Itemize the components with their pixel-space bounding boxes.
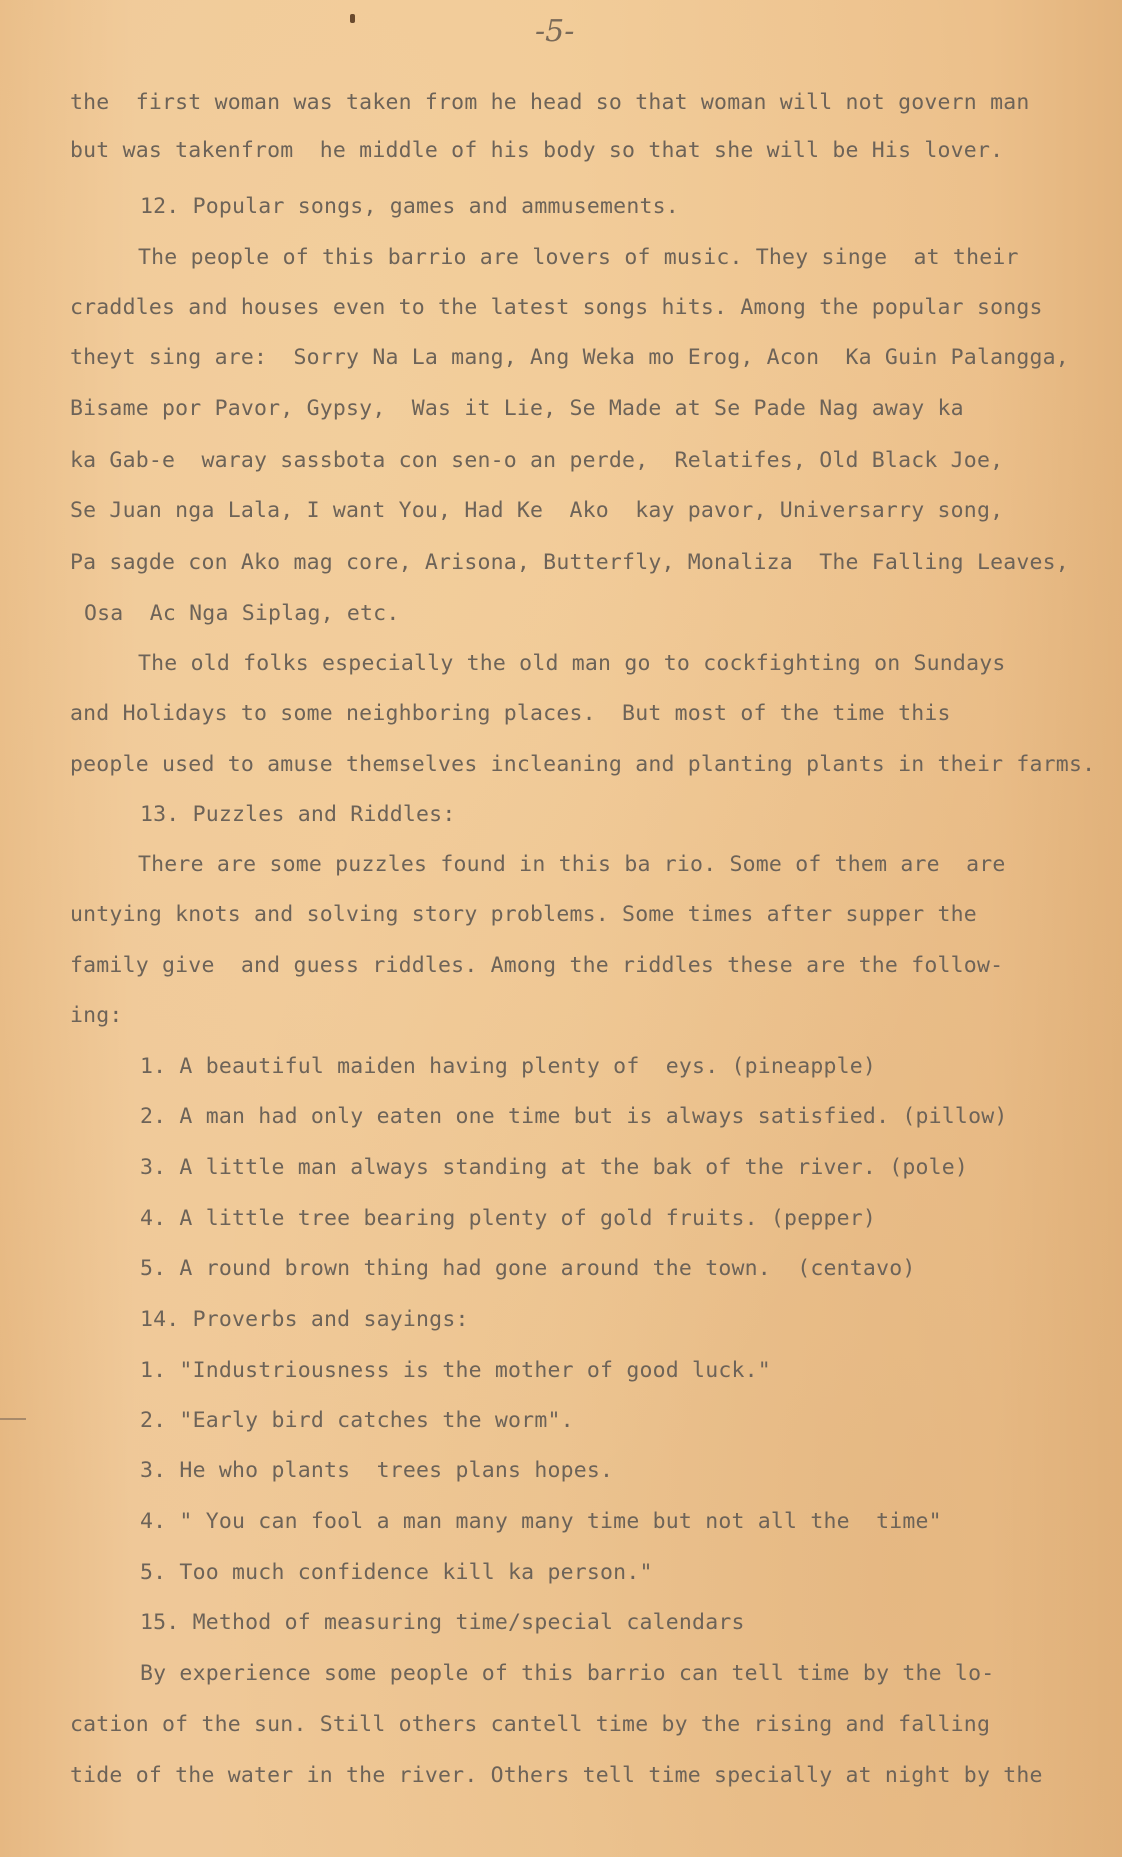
proverb-item: 3. He who plants trees plans hopes. — [140, 1458, 614, 1483]
riddle-item: 5. A round brown thing had gone around the town. (centavo) — [140, 1256, 916, 1281]
text-line: The people of this barrio are lovers of music. They singe at their — [138, 245, 1019, 270]
text-line: The old folks especially the old man go to cockfighting on Sundays — [138, 651, 1006, 676]
section-heading-proverbs: 14. Proverbs and sayings: — [140, 1307, 469, 1332]
proverb-item: 4. " You can fool a man many many time but not all the time" — [140, 1509, 942, 1534]
text-line: ing: — [70, 1003, 123, 1028]
text-line: craddles and houses even to the latest songs hits. Among the popular songs — [70, 295, 1043, 320]
text-line: Osa Ac Nga Siplag, etc. — [84, 601, 400, 626]
text-line: Bisame por Pavor, Gypsy, Was it Lie, Se Made at Se Pade Nag away ka — [70, 396, 964, 421]
text-line: theyt sing are: Sorry Na La mang, Ang Weka mo Erog, Acon Ka Guin Palangga, — [70, 345, 1069, 370]
text-line: people used to amuse themselves incleaning and planting plants in their farms. — [70, 752, 1096, 777]
section-heading-songs: 12. Popular songs, games and ammusements. — [140, 194, 679, 219]
text-line: There are some puzzles found in this ba rio. Some of them are are — [138, 852, 1006, 877]
text-line: but was takenfrom he middle of his body so that she will be His lover. — [70, 138, 1004, 163]
page-number: -5- — [535, 14, 575, 49]
proverb-item: 1. "Industriousness is the mother of good luck." — [140, 1358, 771, 1383]
section-heading-time: 15. Method of measuring time/special calendars — [140, 1610, 745, 1635]
riddle-item: 2. A man had only eaten one time but is always satisfied. (pillow) — [140, 1104, 1008, 1129]
text-line: By experience some people of this barrio can tell time by the lo- — [140, 1661, 995, 1686]
ink-speck — [350, 14, 355, 23]
text-line: tide of the water in the river. Others tell time specially at night by the — [70, 1763, 1043, 1788]
proverb-item: 2. "Early bird catches the worm". — [140, 1408, 574, 1433]
edge-mark — [0, 1418, 26, 1420]
text-line: ka Gab-e waray sassbota con sen-o an perde, Relatifes, Old Black Joe, — [70, 448, 1004, 473]
text-line: Se Juan nga Lala, I want You, Had Ke Ako kay pavor, Universarry song, — [70, 498, 1004, 523]
text-line: cation of the sun. Still others cantell time by the rising and falling — [70, 1712, 991, 1737]
section-heading-riddles: 13. Puzzles and Riddles: — [140, 802, 456, 827]
text-line: untying knots and solving story problems. Some times after supper the — [70, 902, 977, 927]
text-line: family give and guess riddles. Among the riddles these are the follow- — [70, 953, 1004, 978]
riddle-item: 4. A little tree bearing plenty of gold fruits. (pepper) — [140, 1206, 877, 1231]
proverb-item: 5. Too much confidence kill ka person." — [140, 1560, 653, 1585]
riddle-item: 1. A beautiful maiden having plenty of eys. (pineapple) — [140, 1054, 877, 1079]
text-line: Pa sagde con Ako mag core, Arisona, Butterfly, Monaliza The Falling Leaves, — [70, 550, 1069, 575]
riddle-item: 3. A little man always standing at the bak of the river. (pole) — [140, 1155, 969, 1180]
text-line: and Holidays to some neighboring places. But most of the time this — [70, 701, 951, 726]
text-line: the first woman was taken from he head so that woman will not govern man — [70, 90, 1030, 115]
